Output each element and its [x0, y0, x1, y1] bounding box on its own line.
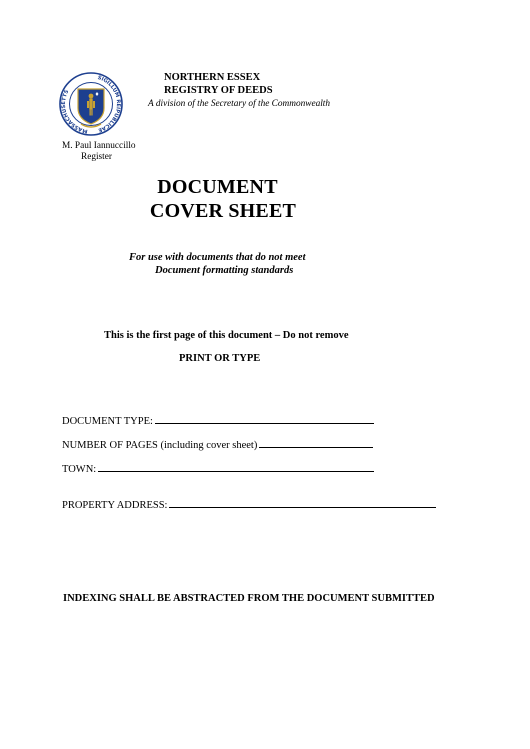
document-type-label: DOCUMENT TYPE:: [62, 416, 153, 427]
town-field: [62, 460, 374, 476]
property-address-input-line[interactable]: [169, 496, 436, 508]
seal-text-right: SIGILLUM REIPUBLICAE: [96, 74, 122, 133]
header-office-name: NORTHERN ESSEX: [164, 72, 261, 83]
commonwealth-seal: [59, 72, 123, 136]
register-title: Register: [81, 152, 112, 162]
register-name: M. Paul Iannuccillo: [62, 141, 136, 151]
indexing-footer-note: INDEXING SHALL BE ABSTRACTED FROM THE DOCUMENT SUBMITTED: [63, 593, 435, 604]
property-address-label: PROPERTY ADDRESS:: [62, 500, 168, 511]
number-of-pages-input-line[interactable]: [259, 436, 373, 448]
town-input-line[interactable]: [98, 460, 374, 472]
page-title-line1: DOCUMENT: [157, 176, 278, 198]
page-title-line2: COVER SHEET: [149, 200, 297, 222]
first-page-notice: This is the first page of this document – Do not remove: [104, 330, 349, 341]
header-registry-name: REGISTRY OF DEEDS: [164, 85, 273, 96]
seal-icon: [59, 72, 123, 136]
document-type-field: [62, 412, 374, 428]
town-label: TOWN:: [62, 464, 97, 475]
document-type-input-line[interactable]: [155, 412, 374, 424]
property-address-field: [62, 496, 436, 512]
seal-text-left: MASSACHUSETTS: [60, 89, 89, 134]
print-or-type-instruction: PRINT OR TYPE: [179, 353, 261, 364]
usage-note-line1: For use with documents that do not meet: [129, 252, 306, 263]
usage-note-line2: Document formatting standards: [155, 265, 294, 276]
number-of-pages-field: [62, 436, 373, 452]
number-of-pages-label: NUMBER OF PAGES (including cover sheet): [62, 440, 258, 451]
header-division: A division of the Secretary of the Commonwealth: [148, 99, 331, 109]
